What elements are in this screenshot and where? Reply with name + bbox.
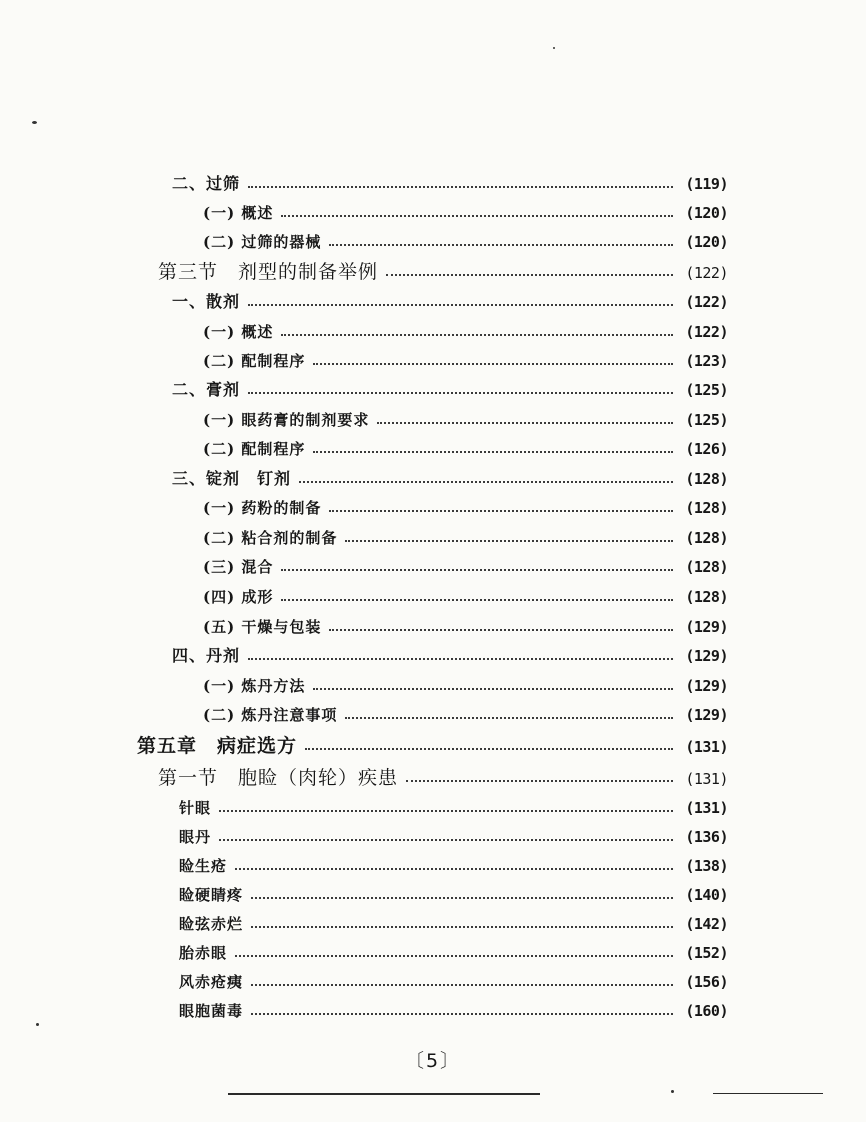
- toc-entry: [179, 795, 728, 821]
- scan-speck: [32, 121, 37, 124]
- toc-entry-title: 睑硬睛疼: [179, 886, 244, 904]
- dot-leader: [248, 392, 673, 394]
- scan-speck: [671, 1090, 674, 1093]
- toc-entry: [203, 702, 728, 728]
- toc-entry-title: (二) 过筛的器械: [203, 233, 322, 251]
- dot-leader: [345, 540, 673, 542]
- dot-leader: [235, 955, 673, 957]
- toc-entry: [172, 466, 728, 492]
- toc-entry-page: (156): [685, 973, 728, 991]
- toc-entry-title: (一) 药粉的制备: [203, 499, 322, 517]
- toc-entry-page: (152): [685, 944, 728, 962]
- toc-entry-page: (131): [685, 799, 728, 817]
- toc-entry: [172, 171, 728, 197]
- toc-entry: [172, 643, 728, 669]
- toc-entry: [179, 969, 728, 995]
- dot-leader: [251, 984, 673, 986]
- dot-leader: [251, 1013, 673, 1015]
- toc-entry: [203, 229, 728, 255]
- toc-entry-page: (160): [685, 1002, 728, 1020]
- page-number: 〔5〕: [404, 1050, 462, 1072]
- toc-entry-page: (136): [685, 828, 728, 846]
- dot-leader: [219, 810, 673, 812]
- toc-entry-title: 第一节 胞睑（肉轮）疾患: [158, 767, 399, 789]
- toc-entry-title: 风赤疮痍: [179, 973, 244, 991]
- dot-leader: [305, 748, 673, 750]
- toc-entry: [203, 319, 728, 345]
- toc-entry-page: (129): [685, 677, 728, 695]
- toc-entry-title: 二、膏剂: [172, 380, 241, 399]
- dot-leader: [345, 717, 673, 719]
- dot-leader: [281, 599, 673, 601]
- toc-entry-title: (二) 炼丹注意事项: [203, 706, 338, 724]
- toc-entry-title: (一) 眼药膏的制剂要求: [203, 411, 370, 429]
- toc-entry: [137, 733, 728, 759]
- toc-entry-page: (128): [685, 529, 728, 547]
- dot-leader: [313, 363, 673, 365]
- dot-leader: [281, 334, 673, 336]
- toc-entry-page: (122): [685, 323, 728, 341]
- dot-leader: [329, 629, 673, 631]
- toc-entry-page: (125): [685, 381, 728, 399]
- toc-entry-title: 第三节 剂型的制备举例: [158, 261, 379, 283]
- toc-entry: [172, 377, 728, 403]
- toc-entry: [179, 824, 728, 850]
- toc-entry-page: (123): [685, 352, 728, 370]
- toc-entry-title: (二) 配制程序: [203, 440, 306, 458]
- dot-leader: [281, 215, 673, 217]
- toc-entry: [158, 259, 728, 285]
- bottom-scan-rule: [228, 1093, 540, 1095]
- toc-entry-page: (119): [685, 175, 728, 193]
- toc-entry-title: 睑弦赤烂: [179, 915, 244, 933]
- toc-entry: [203, 495, 728, 521]
- dot-leader: [281, 569, 673, 571]
- toc-entry-title: (五) 干燥与包装: [203, 618, 322, 636]
- toc-entry-page: (120): [685, 204, 728, 222]
- toc-entry: [179, 911, 728, 937]
- toc-entry-page: (128): [685, 558, 728, 576]
- toc-entry: [179, 853, 728, 879]
- toc-entry-title: (三) 混合: [203, 558, 274, 576]
- toc-entry-page: (128): [685, 588, 728, 606]
- scan-speck: [553, 47, 555, 49]
- toc-entry-page: (142): [685, 915, 728, 933]
- toc-entry-title: 胎赤眼: [179, 944, 228, 962]
- toc-entry-title: 眼胞菌毒: [179, 1002, 244, 1020]
- toc-entry-page: (140): [685, 886, 728, 904]
- dot-leader: [251, 897, 673, 899]
- toc-entry-title: 针眼: [179, 799, 212, 817]
- toc-entry: [203, 525, 728, 551]
- toc-entry-title: 睑生疮: [179, 857, 228, 875]
- toc-entry: [203, 554, 728, 580]
- toc-entry-page: (129): [685, 706, 728, 724]
- dot-leader: [377, 422, 673, 424]
- toc-entry: [172, 289, 728, 315]
- bottom-scan-rule: [713, 1093, 823, 1094]
- toc-entry: [158, 765, 728, 791]
- toc-entry-page: (131): [685, 770, 728, 788]
- toc-entry: [203, 673, 728, 699]
- toc-entry-page: (126): [685, 440, 728, 458]
- toc-entry: [179, 998, 728, 1024]
- toc-entry-title: (四) 成形: [203, 588, 274, 606]
- toc-entry-page: (138): [685, 857, 728, 875]
- toc-entry-title: (二) 粘合剂的制备: [203, 529, 338, 547]
- dot-leader: [386, 274, 673, 276]
- toc-entry-page: (122): [685, 264, 728, 282]
- dot-leader: [313, 451, 673, 453]
- toc-entry: [203, 200, 728, 226]
- dot-leader: [406, 780, 673, 782]
- toc-entry-title: (一) 概述: [203, 323, 274, 341]
- toc-entry-title: 三、锭剂 钉剂: [172, 469, 292, 488]
- toc-entry: [179, 940, 728, 966]
- toc-entry: [203, 436, 728, 462]
- toc-entry-title: (一) 概述: [203, 204, 274, 222]
- toc-entry-page: (125): [685, 411, 728, 429]
- dot-leader: [248, 658, 673, 660]
- dot-leader: [329, 510, 673, 512]
- toc-entry: [203, 407, 728, 433]
- dot-leader: [219, 839, 673, 841]
- toc-entry-title: (二) 配制程序: [203, 352, 306, 370]
- toc-entry: [203, 584, 728, 610]
- dot-leader: [329, 244, 673, 246]
- toc-entry-title: 一、散剂: [172, 292, 241, 311]
- toc-entry-page: (128): [685, 470, 728, 488]
- toc-entry-title: 四、丹剂: [172, 646, 241, 665]
- dot-leader: [248, 186, 673, 188]
- dot-leader: [235, 868, 673, 870]
- dot-leader: [251, 926, 673, 928]
- toc-entry: [203, 348, 728, 374]
- toc-entry-title: (一) 炼丹方法: [203, 677, 306, 695]
- dot-leader: [299, 481, 673, 483]
- toc-entry-page: (128): [685, 499, 728, 517]
- dot-leader: [248, 304, 673, 306]
- toc-entry-title: 二、过筛: [172, 174, 241, 193]
- toc-entry-page: (129): [685, 618, 728, 636]
- toc-entry-page: (129): [685, 647, 728, 665]
- toc-entry: [203, 614, 728, 640]
- toc-entry-page: (122): [685, 293, 728, 311]
- toc-entry-title: 第五章 病症选方: [137, 735, 298, 757]
- toc-entry: [179, 882, 728, 908]
- toc-entry-page: (131): [685, 738, 728, 756]
- toc-entry-page: (120): [685, 233, 728, 251]
- toc-entry-title: 眼丹: [179, 828, 212, 846]
- dot-leader: [313, 688, 673, 690]
- scan-speck: [36, 1023, 39, 1026]
